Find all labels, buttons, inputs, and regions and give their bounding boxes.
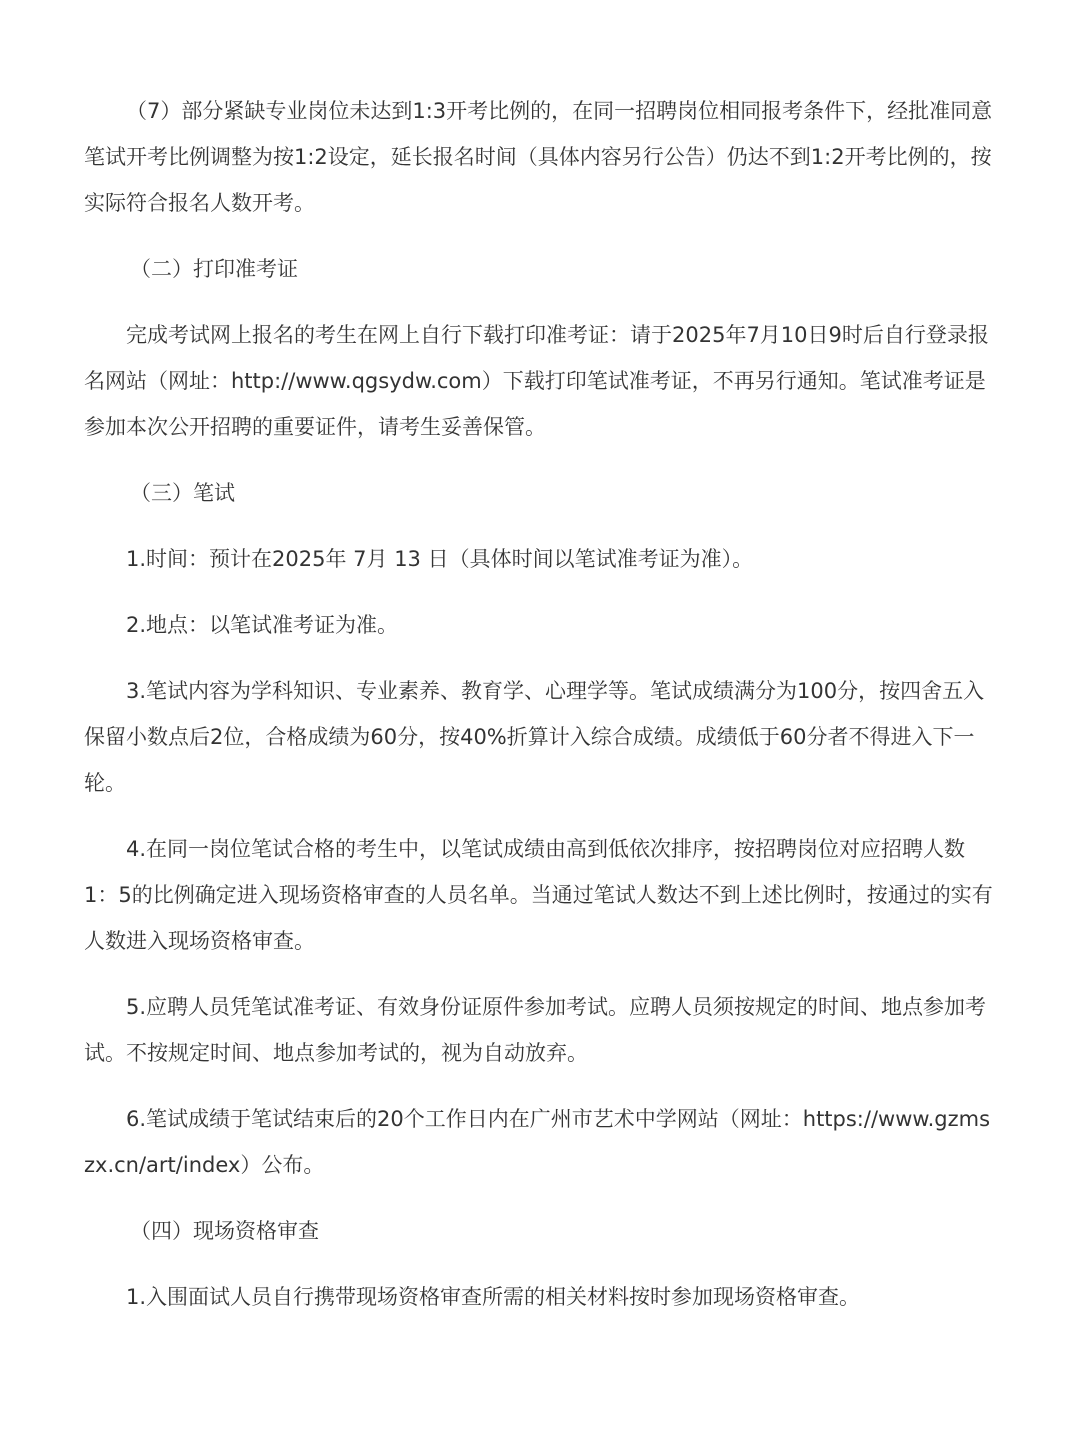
paragraph-admission-ticket: 完成考试网上报名的考生在网上自行下载打印准考证：请于2025年7月10日9时后自行登录报名网站（网址：http://www.qgsydw.com）下载打印笔试准考证，不再另行通知。笔试准考证是参加本次公开招聘的重要证件，请考生妥善保管。	[84, 323, 989, 439]
paragraph-exam-location: 2.地点：以笔试准考证为准。	[126, 613, 399, 637]
section-heading-qualification-review: （四）现场资格审查	[130, 1219, 319, 1243]
paragraph-item-7: （7）部分紧缺专业岗位未达到1:3开考比例的，在同一招聘岗位相同报考条件下，经批准同意笔试开考比例调整为按1:2设定，延长报名时间（具体内容另行公告）仍达不到1:2开考比例的，按实际符合报名人数开考。	[84, 99, 993, 215]
section-heading-print-admission: （二）打印准考证	[130, 257, 298, 281]
paragraph-exam-documents: 5.应聘人员凭笔试准考证、有效身份证原件参加考试。应聘人员须按规定的时间、地点参加考试。不按规定时间、地点参加考试的，视为自动放弃。	[84, 995, 987, 1065]
paragraph-exam-content: 3.笔试内容为学科知识、专业素养、教育学、心理学等。笔试成绩满分为100分，按四舍五入保留小数点后2位，合格成绩为60分，按40%折算计入综合成绩。成绩低于60分者不得进入下一轮。	[84, 679, 985, 795]
paragraph-exam-ranking: 4.在同一岗位笔试合格的考生中，以笔试成绩由高到低依次排序，按招聘岗位对应招聘人数1：5的比例确定进入现场资格审查的人员名单。当通过笔试人数达不到上述比例时，按通过的实有人数进入现场资格审查。	[84, 837, 993, 953]
paragraph-review-materials: 1.入围面试人员自行携带现场资格审查所需的相关材料按时参加现场资格审查。	[126, 1285, 861, 1309]
paragraph-exam-results: 6.笔试成绩于笔试结束后的20个工作日内在广州市艺术中学网站（网址：https://www.gzmszx.cn/art/index）公布。	[84, 1107, 991, 1177]
paragraph-exam-time: 1.时间：预计在2025年 7月 13 日（具体时间以笔试准考证为准）。	[126, 547, 754, 571]
section-heading-written-exam: （三）笔试	[130, 481, 235, 505]
